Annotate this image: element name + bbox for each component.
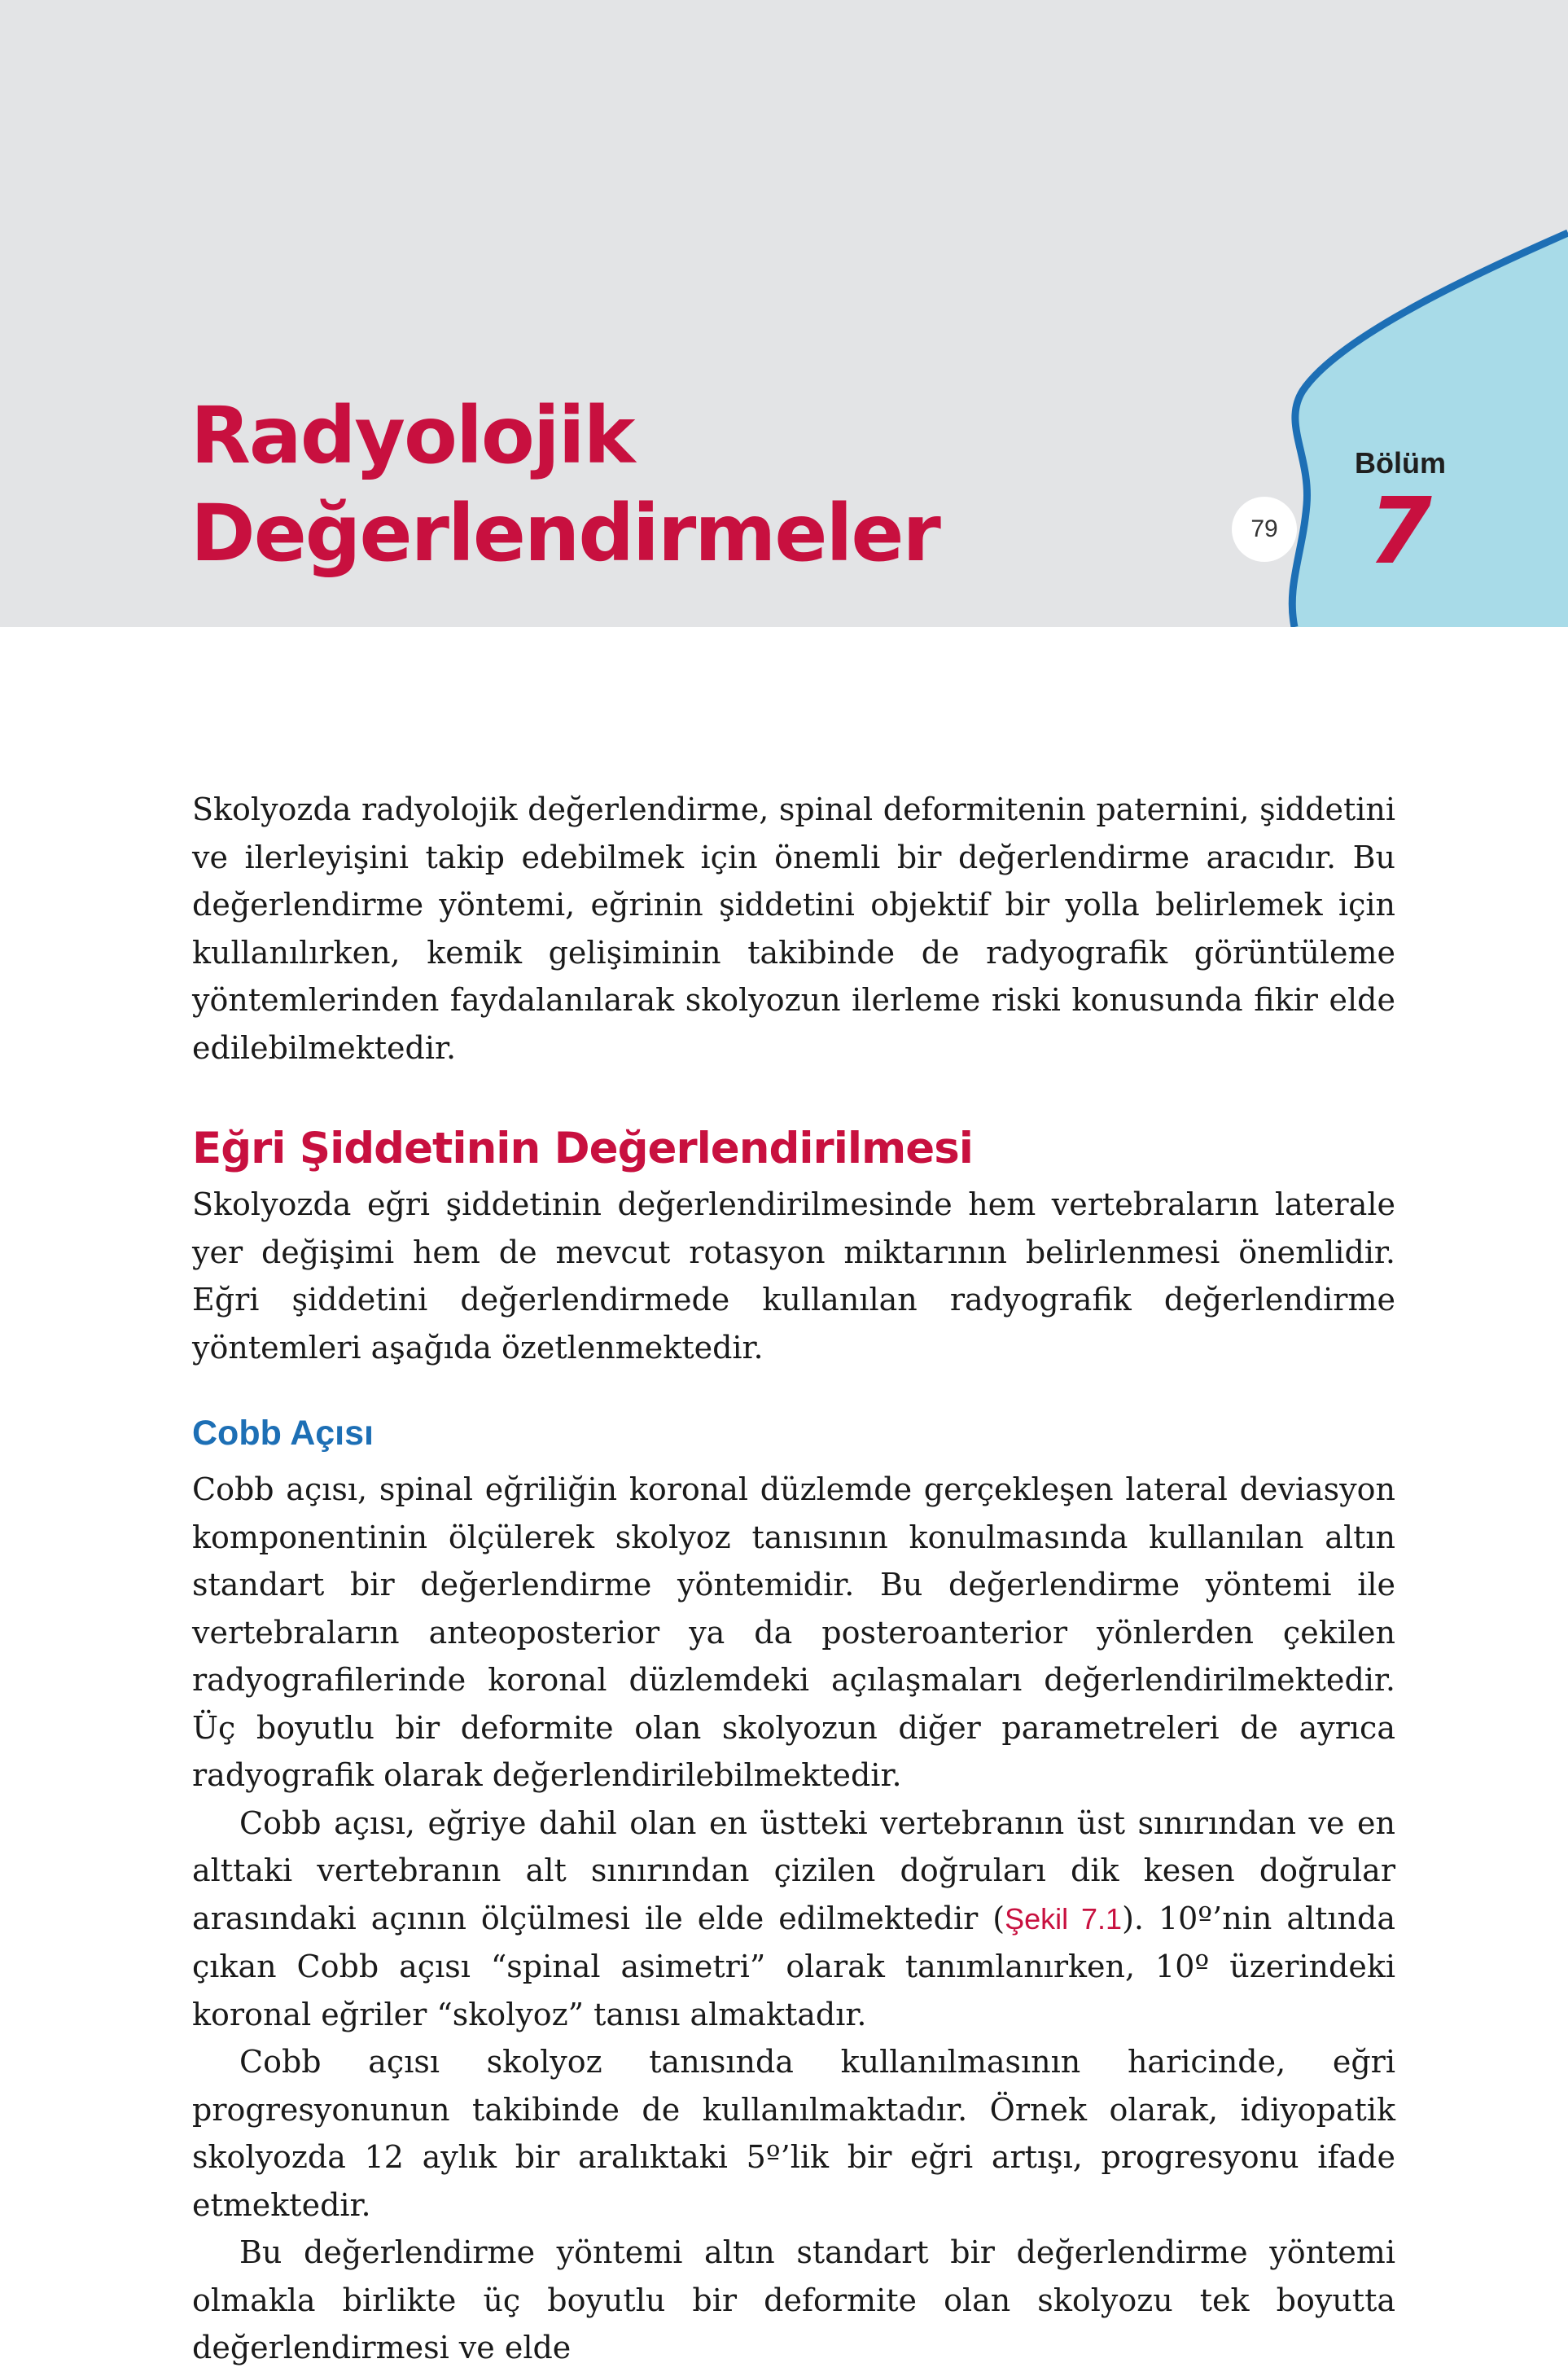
section-paragraph: Skolyozda eğri şiddetinin değerlendirilmesinde hem vertebraların laterale yer değişimi hem de mevcut rotasyon miktarının belirlenmesi önemlidir. Eğri şiddetini değerlendirmede kullanılan radyografik değerlendirme yöntemleri aşağıda özetlenmektedir.: [192, 1186, 1395, 1366]
subsection-heading: Cobb Açısı: [192, 1414, 374, 1453]
cobb-paragraph-2-text-a: Cobb açısı, eğriye dahil olan en üstteki vertebranın üst sınırından ve en alttaki vertebranın alt sınırından çizilen doğruları dik kesen doğrular arasındaki açının ölçülmesi ile elde edilmektedir (: [192, 1804, 1395, 1936]
cobb-paragraph-3: Cobb açısı skolyoz tanısında kullanılmasının haricinde, eğri progresyonunun takibinde de kullanılmaktadır. Örnek olarak, idiyopatik skolyozda 12 aylık bir aralıktaki 5º’lik bir eğri artışı, progresyonu ifade etmektedir.: [192, 2044, 1395, 2223]
cobb-paragraph-2-text-b: ). 10º’nin altında çıkan Cobb açısı “spinal asimetri” olarak tanımlanırken, 10º üzerindeki koronal eğriler “skolyoz” tanısı almaktadır.: [192, 1900, 1396, 2032]
page-number: 79: [1232, 497, 1297, 562]
chapter-title: [191, 387, 1249, 582]
chapter-label: Bölüm: [1355, 446, 1446, 480]
page-body: [192, 786, 1395, 2372]
chapter-number: 7: [1369, 479, 1432, 585]
cobb-paragraph-1: Cobb açısı, spinal eğriliğin koronal düzlemde gerçekleşen lateral deviasyon komponentinin ölçülerek skolyoz tanısının konulmasında kullanılan altın standart bir değerlendirme yöntemidir. Bu değerlendirme yöntemi ile vertebraların anteoposterior ya da posteroanterior yönlerden çekilen radyografilerinde koronal düzlemdeki açılaşmaları değerlendirilmektedir. Üç boyutlu bir deformite olan skolyozun diğer parametreleri de ayrıca radyografik olarak değerlendirilebilmektedir.: [192, 1471, 1395, 1793]
cobb-paragraph-4: Bu değerlendirme yöntemi altın standart bir değerlendirme yöntemi olmakla birlikte üç boyutlu bir deformite olan skolyozu tek boyutta değerlendirmesi ve elde: [192, 2234, 1395, 2365]
figure-reference-link[interactable]: Şekil 7.1: [1005, 1901, 1123, 1936]
chapter-title-line-1: Radyolojik: [191, 390, 634, 481]
intro-paragraph: Skolyozda radyolojik değerlendirme, spinal deformitenin paternini, şiddetini ve ilerleyişini takip edebilmek için önemli bir değerlendirme aracıdır. Bu değerlendirme yöntemi, eğrinin şiddetini objektif bir yolla belirlemek için kullanılırken, kemik gelişiminin takibinde de radyografik görüntüleme yöntemlerinden faydalanılarak skolyozun ilerleme riski konusunda fikir elde edilebilmektedir.: [192, 791, 1395, 1066]
chapter-title-line-2: Değerlendirmeler: [191, 488, 939, 579]
cobb-paragraph-2: [192, 1800, 1395, 2039]
section-heading: Eğri Şiddetinin Değerlendirilmesi: [192, 1124, 973, 1173]
